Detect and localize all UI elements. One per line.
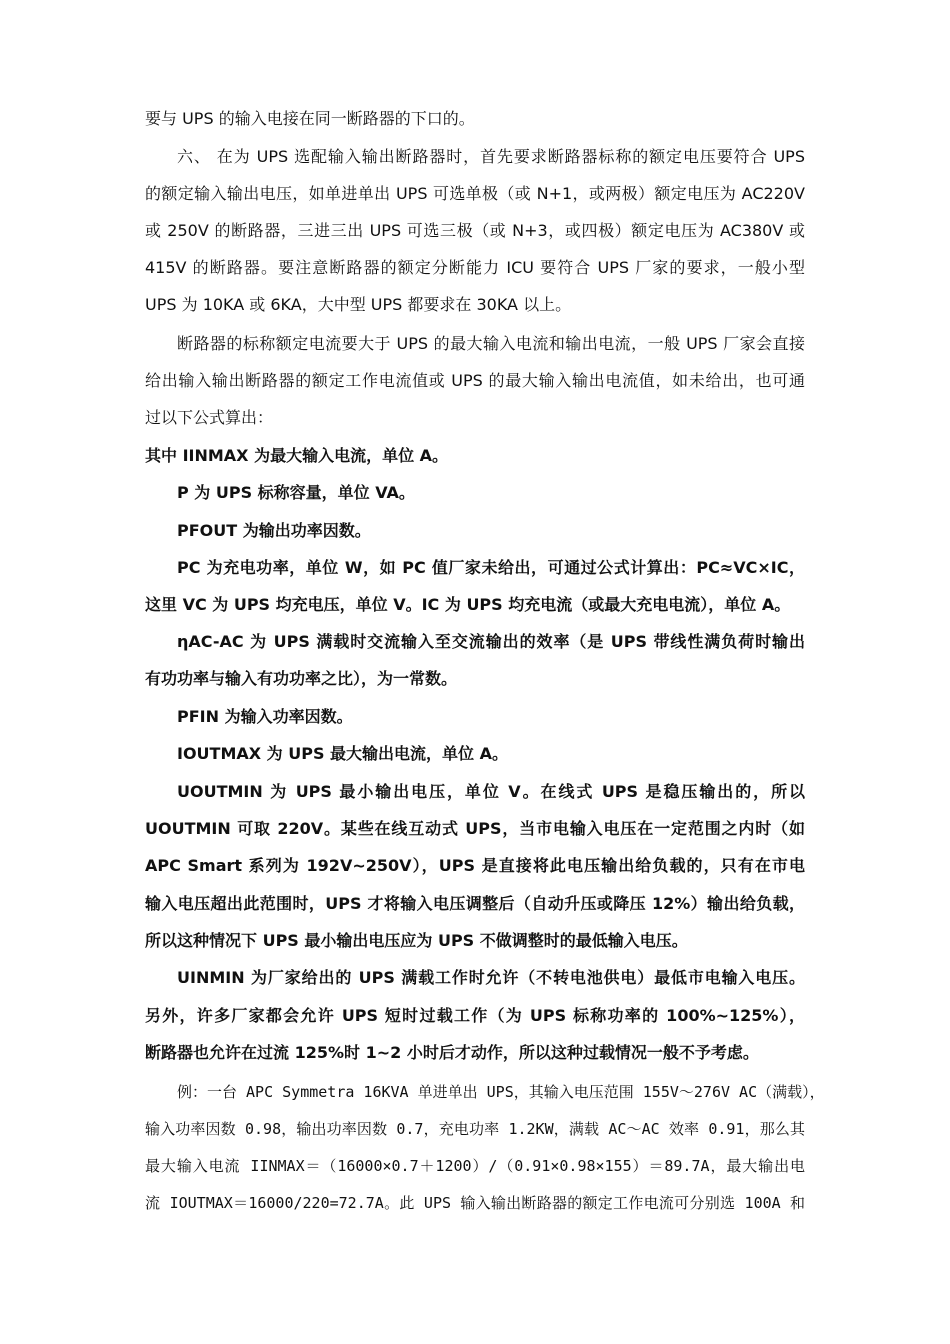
text-line-25: 另外，许多厂家都会允许 UPS 短时过载工作（为 UPS 标称功率的 100%~125%）， — [145, 1006, 805, 1025]
text-line-5: 415V 的断路器。要注意断路器的额定分断能力 ICU 要符合 UPS 厂家的要求，一般小型 — [145, 258, 805, 277]
text-line-7: 断路器的标称额定电流要大于 UPS 的最大输入电流和输出电流，一般 UPS 厂家会直接 — [177, 334, 805, 353]
text-line-12: PFOUT 为输出功率因数。 — [177, 521, 371, 540]
text-line-20: UOUTMIN 可取 220V。某些在线互动式 UPS，当市电输入电压在一定范围之内时（如 — [145, 819, 805, 838]
text-line-28: 输入功率因数 0.98，输出功率因数 0.7，充电功率 1.2KW，满载 AC～AC 效率 0.91，那么其 — [145, 1120, 805, 1138]
text-line-16: 有功功率与输入有功功率之比），为一常数。 — [145, 669, 458, 688]
text-line-8: 给出输入输出断路器的额定工作电流值或 UPS 的最大输入输出电流值，如未给出，也可通 — [145, 371, 805, 390]
text-line-22: 输入电压超出此范围时，UPS 才将输入电压调整后（自动升压或降压 12%）输出给负载， — [145, 894, 805, 913]
text-line-24: UINMIN 为厂家给出的 UPS 满载工作时允许（不转电池供电）最低市电输入电压。 — [177, 968, 805, 987]
text-line-30: 流 IOUTMAX＝16000/220=72.7A。此 UPS 输入输出断路器的额定工作电流可分别选 100A 和 — [145, 1194, 805, 1212]
text-line-19: UOUTMIN 为 UPS 最小输出电压，单位 V。在线式 UPS 是稳压输出的，所以 — [177, 782, 805, 801]
text-line-11: P 为 UPS 标称容量，单位 VA。 — [177, 483, 415, 502]
text-line-21: APC Smart 系列为 192V~250V），UPS 是直接将此电压输出给负载的，只有在市电 — [145, 856, 805, 875]
text-line-18: IOUTMAX 为 UPS 最大输出电流，单位 A。 — [177, 744, 509, 763]
text-line-27: 例：一台 APC Symmetra 16KVA 单进单出 UPS，其输入电压范围 155V～276V AC（满载）， — [177, 1083, 825, 1101]
text-line-17: PFIN 为输入功率因数。 — [177, 707, 353, 726]
text-line-14: 这里 VC 为 UPS 均充电压，单位 V。IC 为 UPS 均充电流（或最大充电电流），单位 A。 — [145, 595, 791, 614]
text-line-29: 最大输入电流 IINMAX＝（16000×0.7＋1200）/（0.91×0.98×155）＝89.7A，最大输出电 — [145, 1157, 805, 1175]
text-line-4: 或 250V 的断路器，三进三出 UPS 可选三极（或 N+3，或四极）额定电压为 AC380V 或 — [145, 221, 805, 240]
text-line-2: 六、 在为 UPS 选配输入输出断路器时，首先要求断路器标称的额定电压要符合 UPS — [177, 147, 805, 166]
text-line-9: 过以下公式算出： — [145, 408, 274, 427]
text-line-23: 所以这种情况下 UPS 最小输出电压应为 UPS 不做调整时的最低输入电压。 — [145, 931, 688, 950]
text-line-13: PC 为充电功率，单位 W，如 PC 值厂家未给出，可通过公式计算出：PC≈VC×IC， — [177, 558, 805, 577]
text-line-26: 断路器也允许在过流 125%时 1~2 小时后才动作，所以这种过载情况一般不予考虑。 — [145, 1043, 759, 1062]
text-line-1: 要与 UPS 的输入电接在同一断路器的下口的。 — [145, 109, 475, 128]
text-line-10: 其中 IINMAX 为最大输入电流，单位 A。 — [145, 446, 449, 465]
text-line-3: 的额定输入输出电压，如单进单出 UPS 可选单极（或 N+1，或两极）额定电压为 AC220V — [145, 184, 805, 203]
text-line-6: UPS 为 10KA 或 6KA，大中型 UPS 都要求在 30KA 以上。 — [145, 295, 572, 314]
text-line-15: ηAC-AC 为 UPS 满载时交流输入至交流输出的效率（是 UPS 带线性满负荷时输出 — [177, 632, 805, 651]
